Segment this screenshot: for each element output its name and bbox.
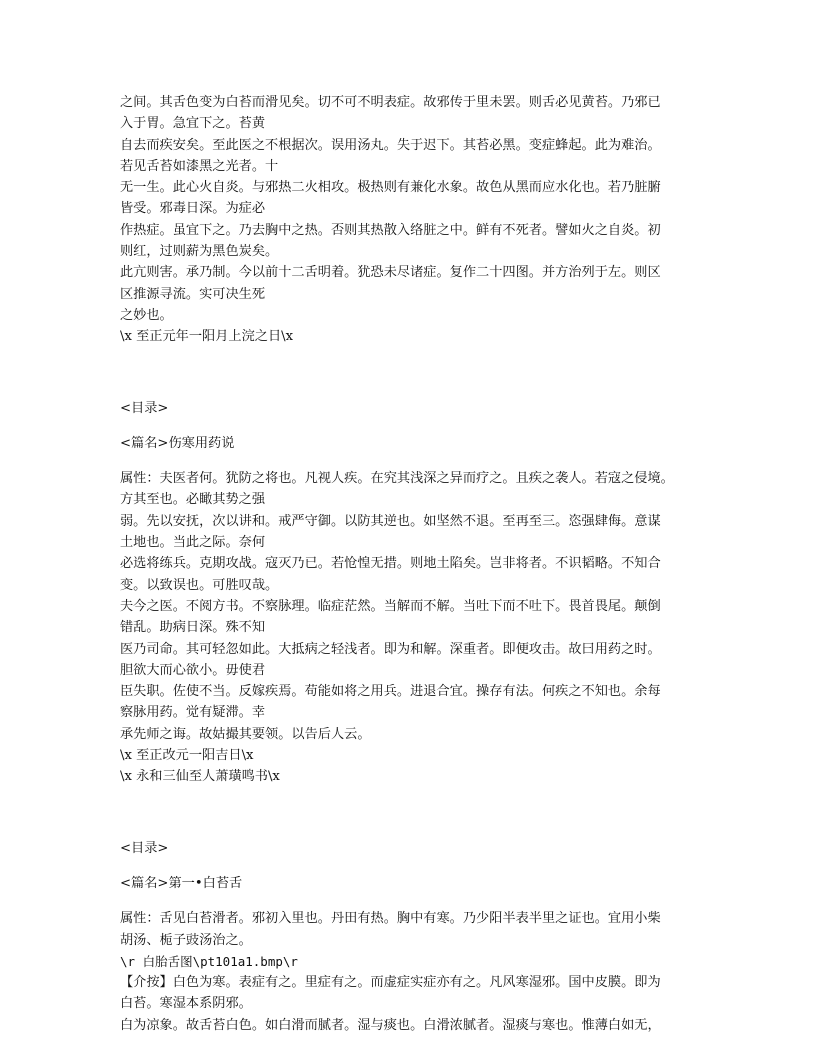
text-line: 夫今之医。不阅方书。不察脉理。临症茫然。当解而不解。当吐下而不吐下。畏首畏尾。颠倒 (120, 598, 661, 614)
text-line: 此亢则害。承乃制。今以前十二舌明着。犹恐未尽诸症。复作二十四图。并方治列于左。则区 (120, 265, 661, 281)
text-line: 承先师之诲。故姑撮其要领。以告后人云。 (120, 726, 371, 742)
text-line: 胡汤、栀子豉汤治之。 (120, 932, 252, 948)
text-line: 入于胃。急宜下之。苔黄 (120, 116, 266, 132)
section-white-coating-tongue (120, 838, 700, 1036)
text-line: 医乃司命。其可轻忽如此。大抵病之轻浅者。即为和解。深重者。即便攻击。故曰用药之时。 (120, 641, 661, 657)
text-line: 弱。先以安抚，次以讲和。戒严守御。以防其逆也。如坚然不退。至再至三。恣强肆侮。意谋 (120, 513, 661, 529)
text-line: 臣失职。佐使不当。反嫁疾焉。苟能如将之用兵。进退合宜。操存有法。何疾之不知也。余每 (120, 684, 661, 700)
date-line: \x 至正元年一阳月上浣之日\x (120, 329, 294, 345)
toc-marker: <目录> (120, 400, 169, 416)
text-line: 属性：舌见白苔滑者。邪初入里也。丹田有热。胸中有寒。乃少阳半表半里之证也。宜用小柴 (120, 911, 661, 927)
section-medication-theory (120, 398, 700, 788)
text-line: 皆受。邪毒日深。为症必 (120, 201, 266, 217)
date-line: \x 至正改元一阳吉日\x (120, 748, 254, 764)
chapter-title: <篇名>第一•白苔舌 (120, 875, 243, 891)
text-line: 无一生。此心火自炎。与邪热二火相攻。极热则有兼化水象。故色从黑而应水化也。若乃脏腑 (120, 180, 661, 196)
chapter-title: <篇名>伤寒用药说 (120, 435, 235, 451)
text-line: 变。以致误也。可胜叹哉。 (120, 577, 279, 593)
text-line: 错乱。助病日深。殊不知 (120, 620, 266, 636)
text-line: 白苔。寒湿本系阴邪。 (120, 996, 252, 1012)
text-line: 则红，过则薪为黑色炭矣。 (120, 244, 279, 260)
text-line: 作热症。虽宜下之。乃去胸中之热。否则其热散入络脏之中。鲜有不死者。譬如火之自炎。初 (120, 222, 661, 238)
text-line: 土地也。当此之际。奈何 (120, 535, 266, 551)
document-page (120, 92, 700, 1036)
author-line: \x 永和三仙至人萧璜鸣书\x (120, 769, 280, 785)
text-line: 之间。其舌色变为白苔而滑见矣。切不可不明表症。故邪传于里未罢。则舌必见黄苔。乃邪已 (120, 95, 661, 110)
toc-marker: <目录> (120, 840, 169, 856)
text-line: 自去而疾安矣。至此医之不根据次。误用汤丸。失于迟下。其苔必黑。变症蜂起。此为难治。 (120, 137, 661, 153)
section-preface-end (120, 92, 700, 348)
text-line: 【介按】白色为寒。表症有之。里症有之。而虚症实症亦有之。凡风寒湿邪。国中皮膜。即为 (120, 975, 661, 991)
text-line: 属性：夫医者何。犹防之将也。凡视人疾。在究其浅深之异而疗之。且疾之袭人。若寇之侵境。 (120, 471, 674, 487)
text-line: 区推源寻流。实可决生死 (120, 286, 266, 302)
text-line: 胆欲大而心欲小。毋使君 (120, 662, 266, 678)
text-line: 察脉用药。觉有疑滞。幸 (120, 705, 266, 721)
text-line: 方其至也。必瞰其势之强 (120, 492, 266, 508)
text-line: 若见舌苔如漆黑之光者。十 (120, 158, 279, 174)
image-reference: \r 白胎舌图\pt101a1.bmp\r (120, 953, 298, 969)
text-line: 白为凉象。故舌苔白色。如白滑而腻者。湿与痰也。白滑浓腻者。湿痰与寒也。惟薄白如无， (120, 1017, 661, 1033)
text-line: 之妙也。 (120, 307, 173, 323)
text-line: 必选将练兵。克期攻战。寇灭乃已。若怆惶无措。则地土陷矣。岂非将者。不识韬略。不知合 (120, 556, 661, 572)
